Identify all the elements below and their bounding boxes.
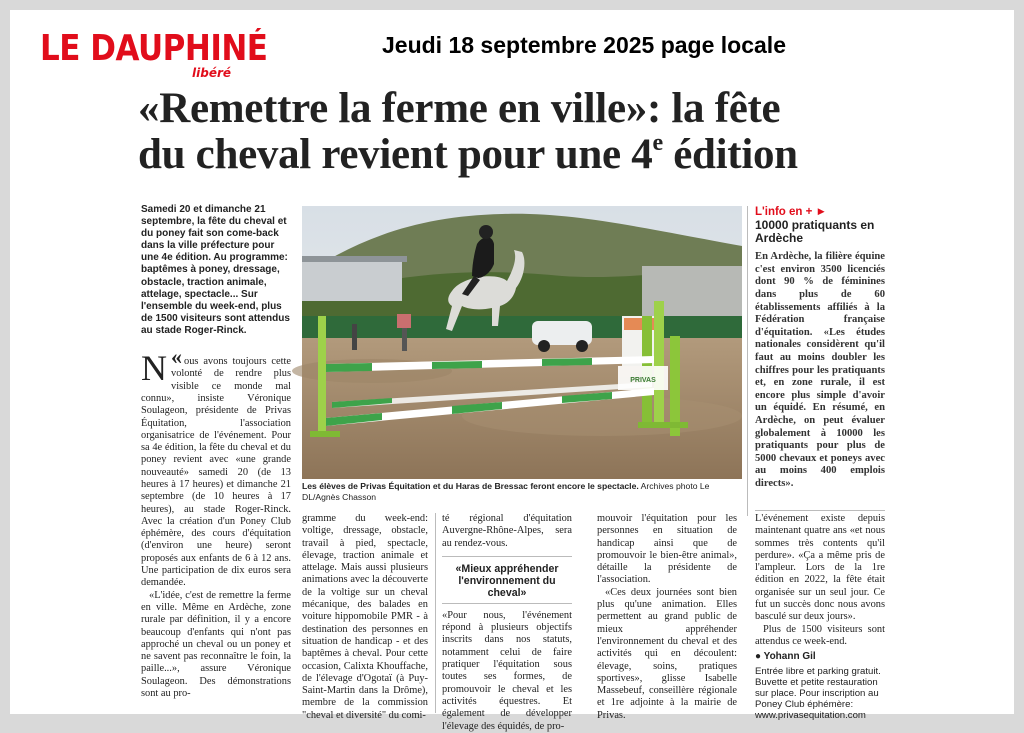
column-2 — [302, 513, 428, 721]
column-4 — [597, 513, 737, 721]
column-5 — [755, 513, 885, 722]
column-3 — [442, 513, 572, 732]
photo-banner-text: PRIVAS — [630, 377, 656, 384]
article-paragraph: « N ous avons toujours cette volonté de rendre plus visible ce monde mal connu», insiste Véronique Soulageon, présidente de Privas Équitation, l'association organisatrice de l'événement. Pour sa 4e édition, la fête du cheval et du poney revient avec «une grande nouveauté» samedi 20 (de 13 heures à 17 heures) et dimanche 21 septembre (de 10 heures à 17 heures), au stade Roger-Rinck. Avec la création d'un Poney Club éphémère, des cours d'équitation (d'environ une heure) seront proposés aux enfants de 6 à 12 ans. Une participation de dix euros sera demandée. — [141, 344, 291, 589]
article-chapo: Samedi 20 et dimanche 21 septembre, la fête du cheval et du poney fait son come-back dans la ville préfecture pour une 4e édition. Au programme: baptêmes à poney, dressage, obstacle, traction animale, attelage, spectacle... Sur l'ensemble du week-end, plus de 1500 visiteurs sont attendus au stade Roger-Rinck. — [141, 204, 290, 336]
column-1 — [141, 204, 291, 710]
article-subhead: «Mieux appréhender l'environnement du cheval» — [455, 562, 559, 599]
column-divider — [435, 513, 436, 713]
info-box-title: 10000 pratiquants en Ardèche — [755, 218, 875, 246]
info-box-body: En Ardèche, la filière équine c'est environ 3500 licenciés dont 90 % de féminines dans plus de 60 établissements affiliés à la Fédération française d'équitation. «Les études nationales considèrent qu'il faut au moins doubler les chiffres pour les pratiquants et, en zone rurale, il est encore plus simple d'avoir un équidé. En résumé, en Ardèche, on peut évaluer globalement à 10000 les pratiquants pour plus de 5000 chevaux et poneys avec au moins 400 emplois directs». — [755, 251, 885, 489]
info-box-bottom-rule — [755, 510, 885, 511]
caption-text: Les élèves de Privas Équitation et du Haras de Bressac feront encore le spectacle. — [302, 481, 639, 491]
article-paragraph: gramme du week-end: voltige, dressage, obstacle, travail à pied, spectacle, élevage, traction animale et attelage. Mais aussi plusieurs animations avec la découverte de la voltige sur un cheval mécanique, des balades en voiture hippomobile PMR - à destination des personnes en situation de handicap - et des baptêmes à cheval. Pour cette occasion, Calixta Khouffache, de l'élevage d'Ogotaï (à Puy-Saint-Martin dans la Drôme), membre de la commission "cheval et diversité" du comi- — [302, 513, 428, 721]
info-box-label: L'info en + ► — [755, 206, 827, 218]
subhead-rule — [442, 556, 572, 557]
headline-line-1: «Remettre la ferme en ville»: la fête — [138, 85, 781, 132]
caption-credit: Archives photo Le DL/Agnès Chasson — [302, 481, 710, 502]
article-headline — [138, 86, 898, 178]
newspaper-logo — [40, 28, 320, 84]
info-box — [755, 206, 885, 506]
logo-wordmark: LE DAUPHINÉ — [40, 28, 268, 70]
author-byline: ● Yohann Gil — [755, 651, 816, 663]
photo-caption — [302, 481, 742, 503]
article-paragraph: L'événement existe depuis maintenant quatre ans «et nous sommes très contents qu'il perdure». «Ça a même pris de l'ampleur. Lors de la 1re édition en 2022, la fête était organisée sur un seul jour. Ce fut un succès donc nous avons basculé sur deux jours». — [755, 513, 885, 623]
subhead-rule — [442, 603, 572, 604]
page-frame — [10, 10, 1014, 732]
article-paragraph: té régional d'équitation Auvergne-Rhône-Alpes, sera au rendez-vous. — [442, 513, 572, 549]
logo-subtitle: libéré — [192, 66, 232, 80]
show-jumping-photo — [302, 206, 742, 479]
drop-cap: N — [141, 348, 167, 389]
dateline: Jeudi 18 septembre 2025 page locale — [382, 32, 786, 58]
article-paragraph: «Ces deux journées sont bien plus qu'une animation. Elles permettent au grand public de mieux appréhender l'environnement du cheval et des activités qui en découlent: élevage, soins, pratiques sportives», glisse Isabelle Massebeuf, conseillère régionale et 1re adjointe à la mairie de Privas. — [597, 586, 737, 721]
article-paragraph: mouvoir l'équitation pour les personnes en situation de handicap ainsi que de promouvoir le bien-être animal», détaille la présidente de l'association. — [597, 513, 737, 586]
headline-line-2: du cheval revient pour une 4 — [138, 131, 653, 178]
quote-mark: « — [171, 344, 182, 370]
article-paragraph: Plus de 1500 visiteurs sont attendus ce week-end. — [755, 623, 885, 647]
article-paragraph: «Pour nous, l'événement répond à plusieurs objectifs inscrits dans nos statuts, notamment celui de faire pratiquer l'équitation sous toutes ses formes, de promouvoir le cheval et les activités équestres. Et également de développer l'élevage des équidés, de pro- — [442, 609, 572, 732]
article-photo — [302, 206, 742, 479]
article-paragraph: «L'idée, c'est de remettre la ferme en ville. Même en Ardèche, zone rurale par définition, il y a encore beaucoup d'enfants qui n'ont pas approché un cheval ou un poney et ne savent pas reconnaître le foin, la paille...», assure Véronique Soulageon. Des démonstrations sont au pro- — [141, 589, 291, 700]
headline-line-2-end: édition — [662, 131, 798, 178]
practical-info: Entrée libre et parking gratuit. Buvette et petite restauration sur place. Pour inscription au Poney Club éphémère: www.privasequitation.com — [755, 665, 881, 722]
headline-superscript: e — [652, 130, 663, 156]
info-box-divider — [747, 206, 748, 516]
